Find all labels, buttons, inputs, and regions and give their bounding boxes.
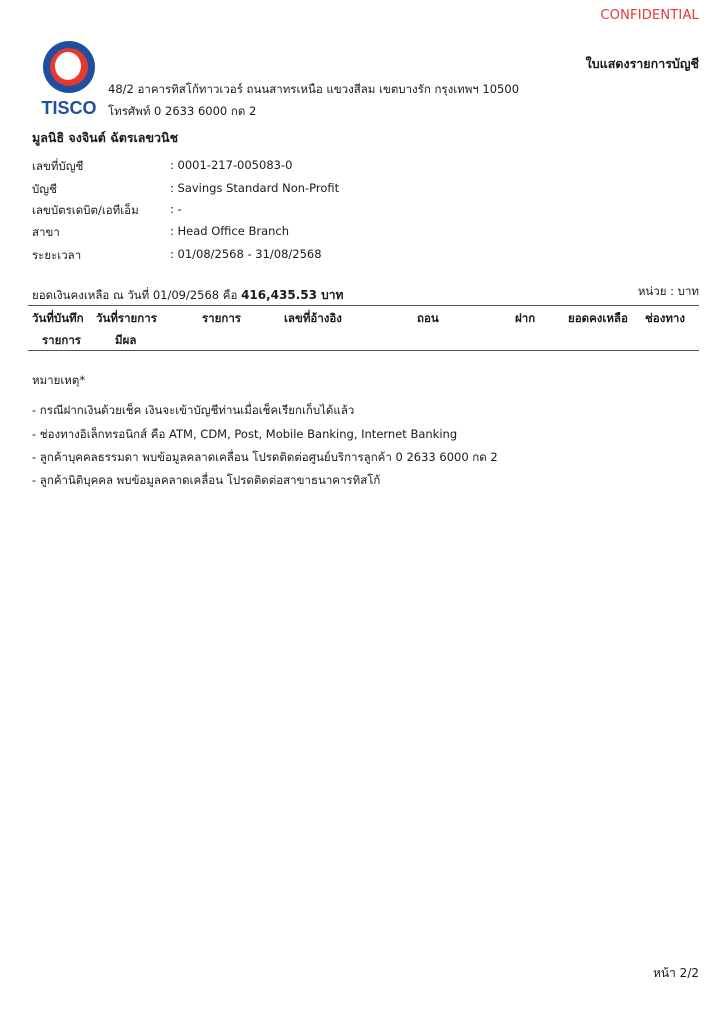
card-no-value: : - bbox=[170, 202, 182, 216]
col-withdraw: ถอน bbox=[417, 311, 439, 325]
table-bottom-rule bbox=[28, 350, 699, 351]
bank-phone: โทรศัพท์ 0 2633 6000 กด 2 bbox=[108, 104, 257, 118]
balance-is: คือ bbox=[222, 288, 238, 302]
document-title: ใบแสดงรายการบัญชี bbox=[585, 56, 699, 71]
period-label: ระยะเวลา bbox=[32, 248, 82, 262]
col-record-date-line2: รายการ bbox=[42, 333, 81, 347]
tisco-logo bbox=[38, 40, 100, 118]
account-no-label: เลขที่บัญชี bbox=[32, 159, 84, 173]
note-item: - ช่องทางอิเล็กทรอนิกส์ คือ ATM, CDM, Post, Mobile Banking, Internet Banking bbox=[32, 427, 458, 441]
bank-address: 48/2 อาคารทิสโก้ทาวเวอร์ ถนนสาทรเหนือ แขวงสีลม เขตบางรัก กรุงเทพฯ 10500 bbox=[108, 82, 520, 96]
balance-prefix: ยอดเงินคงเหลือ ณ วันที่ bbox=[32, 288, 150, 302]
card-no-label: เลขบัตรเดบิต/เอทีเอ็ม bbox=[32, 203, 139, 217]
account-type-value: : Savings Standard Non-Profit bbox=[170, 181, 340, 195]
col-effective-date-line2: มีผล bbox=[115, 333, 137, 347]
account-holder-name: มูลนิธิ จงจินต์ ฉัตรเลขวนิช bbox=[32, 130, 179, 145]
notes-title: หมายเหตุ* bbox=[32, 373, 86, 387]
balance-line bbox=[32, 286, 343, 305]
col-balance: ยอดคงเหลือ bbox=[568, 311, 628, 325]
balance-amount: 416,435.53 บาท bbox=[241, 288, 344, 302]
col-record-date: วันที่บันทึก bbox=[32, 311, 84, 325]
table-top-rule bbox=[28, 305, 699, 306]
unit-label: หน่วย : บาท bbox=[637, 284, 699, 298]
col-channel: ช่องทาง bbox=[645, 311, 685, 325]
note-item: - ลูกค้าบุคคลธรรมดา พบข้อมูลคลาดเคลื่อน โปรดติดต่อศูนย์บริการลูกค้า 0 2633 6000 กด 2 bbox=[32, 450, 498, 464]
col-deposit: ฝาก bbox=[515, 311, 536, 325]
account-no-value: : 0001-217-005083-0 bbox=[170, 158, 293, 172]
col-description: รายการ bbox=[202, 311, 241, 325]
balance-date: 01/09/2568 bbox=[152, 288, 220, 302]
branch-label: สาขา bbox=[32, 225, 60, 239]
branch-value: : Head Office Branch bbox=[170, 224, 290, 238]
note-item: - ลูกค้านิติบุคคล พบข้อมูลคลาดเคลื่อน โปรดติดต่อสาขาธนาคารทิสโก้ bbox=[32, 473, 381, 487]
period-value: : 01/08/2568 - 31/08/2568 bbox=[170, 247, 322, 261]
logo-text: TISCO bbox=[41, 98, 97, 118]
col-effective-date: วันที่รายการ bbox=[96, 311, 157, 325]
confidential-label: CONFIDENTIAL bbox=[600, 8, 699, 23]
note-item: - กรณีฝากเงินด้วยเช็ค เงินจะเข้าบัญชีท่านเมื่อเช็คเรียกเก็บได้แล้ว bbox=[32, 403, 355, 417]
page-number: หน้า 2/2 bbox=[653, 966, 699, 980]
col-reference: เลขที่อ้างอิง bbox=[284, 311, 342, 325]
account-type-label: บัญชี bbox=[32, 182, 57, 196]
